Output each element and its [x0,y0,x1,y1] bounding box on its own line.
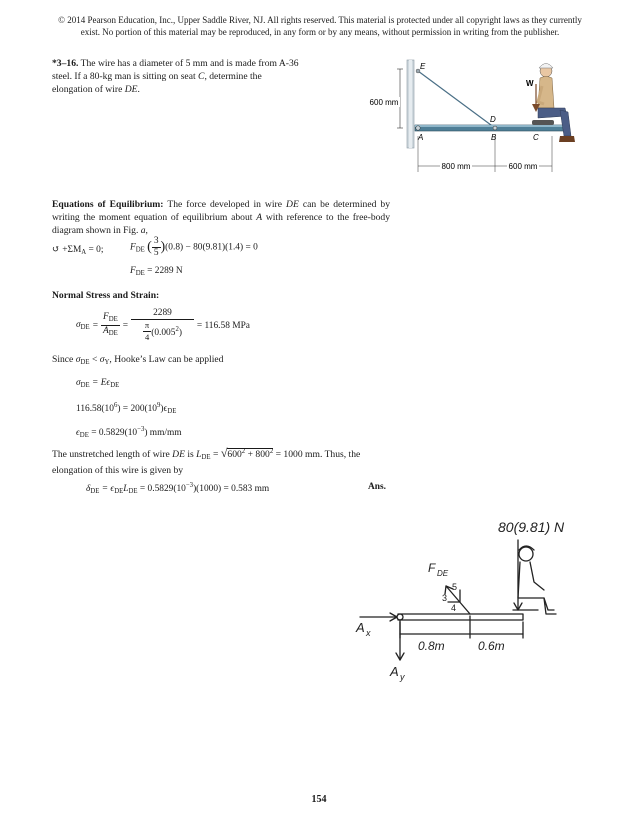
area-term-base: (0.005 [151,328,176,338]
fbd-ay-label: A [390,664,399,679]
length-de: DE [172,449,185,460]
stress-frac-f [101,312,120,326]
problem-text-a: The wire has a diameter of 5 mm and is made from A-36 steel. If a 80-kg man is sitting on seat [52,58,299,82]
moment-frac-den: 5 [153,248,159,258]
problem-text-b: , determine the elongation of wire [52,70,262,95]
paren-close: ) [160,239,166,255]
since-sigma-y-sub: Y [104,359,110,366]
stress-eq-1: = [92,320,98,331]
man-shin [560,110,571,136]
wall-highlight [409,60,412,148]
beam-highlight [415,125,565,127]
fbd-man-arm [530,562,544,590]
man-hardhat [539,64,553,69]
strain-epsilon: ϵ [76,428,80,438]
stress-frac-f-sub: DE [108,316,118,323]
numeric-c: )ϵ [160,404,168,414]
fde-value: = 2289 N [147,266,183,276]
length-text-1: The unstretched length of wire [52,449,170,460]
delta-symbol: δ [86,484,91,494]
hooke-sigma: σ [76,378,81,388]
delta-epsilon-sub: DE [114,488,124,495]
normal-stress-heading: Normal Stress and Strain: [52,290,160,301]
stress-frac-num: 2289 [131,308,194,320]
strain-result [76,426,182,439]
moment-equation [52,244,103,256]
numeric-c-sub: DE [167,408,177,415]
delta-l: L [123,484,129,494]
area-term-end: ) [178,328,182,338]
hooke-law-equation [76,378,119,389]
stress-frac-den [131,320,194,343]
equilibrium-text-fig: a [140,224,146,236]
moment-frac-num: 3 [153,236,159,246]
stress-result: = 116.58 MPa [196,320,250,331]
elongation-equation [86,482,269,495]
length-l: L [196,449,202,460]
stress-sigma: σ [76,320,81,330]
radicand-a: 600 [227,449,242,460]
dim-600mm-vertical: 600 mm [369,98,399,107]
equilibrium-text-2: can be determined by writing the moment equation of equilibrium about [52,199,391,223]
equilibrium-text-a: A [256,211,263,223]
fbd-fde-line [446,586,470,614]
since-text: Since [52,354,74,365]
wire-de [418,71,495,128]
delta-sup: −3 [185,482,194,489]
fde-result [130,266,183,277]
strain-value: = 0.5829(10 [91,428,138,438]
strain-sup: −3 [137,426,145,433]
sqrt-radicand [227,448,273,460]
label-c: C [533,133,539,142]
area-term [151,324,182,339]
equilibrium-text-1: The force developed in wire [167,199,282,210]
fbd-ax-label: A [356,620,365,635]
hooke-applicability [52,354,223,370]
moment-rest: (0.8) − 80(9.81)(1.4) = 0 [165,242,258,253]
moment-lhs-sub: A [81,249,87,256]
paren-open: ( [147,239,152,255]
copyright-line-2: exist. No portion of this material may be reproduced, in any form or by any means, without permission in writing from the publisher. [80,27,560,37]
stress-frac-a [101,326,120,339]
delta-l-sub: DE [128,488,138,495]
delta-epsilon: = ϵ [101,484,115,494]
fbd-ay-label-sub: y [400,672,405,682]
delta-value: = 0.5829(10 [139,484,186,494]
fbd-weight-label: 80(9.81) N [498,519,565,535]
free-body-diagram [348,510,598,690]
fbd-man-leg [544,598,556,614]
fde-sub: DE [135,270,145,277]
equilibrium-heading: Equations of Equilibrium: [52,199,164,210]
copyright-line-1: © 2014 Pearson Education, Inc., Upper Saddle River, NJ. All rights reserved. This material is protected under all copyright laws as they currently [58,15,582,25]
moment-rhs [130,236,258,259]
hooke-rhs: = Eϵ [92,378,111,388]
radicand-b-sup: 2 [269,448,274,455]
label-b: B [491,133,497,142]
problem-text-end: . [137,83,140,95]
stress-fraction-numeric [131,308,194,343]
equilibrium-text-end: , [145,224,148,236]
since-sigma-y: σ [99,354,105,365]
fbd-fde-label-sub: DE [437,569,449,578]
numeric-b: ) = 200(10 [117,404,157,414]
length-paragraph [52,446,390,478]
moment-fraction [152,236,161,259]
copyright-notice [40,14,600,38]
fbd-dim-left: 0.8m [418,639,445,653]
length-l-sub: DE [201,454,211,461]
strain-unit: ) mm/mm [144,428,182,438]
fbd-beam [398,614,523,620]
stress-lhs [76,320,90,331]
equilibrium-text-3: with reference to the free-body diagram shown in Fig. [52,211,391,236]
length-eq: = [212,449,219,460]
hooke-sigma-sub: DE [80,382,90,389]
equilibrium-text-de: DE [286,199,299,210]
fbd-slope-5: 5 [452,582,458,592]
fbd-slope-3: 3 [442,593,448,603]
fbd-fde-label: F [428,561,436,575]
delta-result: )(1000) = 0.583 mm [193,484,270,494]
delta-sub: DE [90,488,100,495]
stress-eq-2: = [122,320,129,331]
moment-lhs-end: = 0; [88,245,104,255]
man-shoe [559,136,575,142]
fbd-slope-4: 4 [451,603,457,613]
problem-statement [52,58,302,96]
stress-fraction-symbolic [101,312,120,339]
radicand-b: + 800 [247,449,270,460]
fbd-man-head [519,547,533,561]
since-sigma-de: σ [75,354,81,365]
hooke-rhs-sub: DE [110,382,120,389]
numeric-a-sup: 6 [113,402,118,409]
pi-symbol: π [144,320,150,330]
stress-frac-a-sub: DE [108,330,118,337]
since-lt: < [91,354,98,365]
fde-f: F [130,266,136,276]
moment-f-sub: DE [135,246,145,254]
area-term-sup: 2 [175,326,179,333]
fbd-man-body [518,562,554,610]
length-text-2: is [187,449,194,460]
dim-600mm-horizontal: 600 mm [508,162,538,171]
label-d: D [490,115,496,124]
label-a: A [418,133,424,142]
label-w: W [526,79,534,88]
length-text-3: = 1000 mm. Thus, the elongation of this wire is given by [52,449,361,476]
fbd-ax-label-sub: x [366,628,371,638]
seat-c [532,120,554,125]
stress-equation [76,308,250,343]
numeric-b-sup: 9 [157,402,161,409]
sqrt-symbol: √ [220,446,228,460]
stress-sigma-sub: DE [80,324,90,331]
moment-f: F [130,242,136,253]
hooke-numeric-equation [76,402,176,415]
pin-a [416,126,420,130]
stress-frac-a-sym: A [102,326,109,336]
since-text-2: , Hooke’s Law can be applied [109,354,224,365]
stress-frac-f-sym: F [102,312,109,322]
four: 4 [144,332,150,342]
problem-figure [360,56,590,176]
dim-800mm: 800 mm [441,162,471,171]
numeric-a: 116.58(10 [76,404,114,414]
pin-d [493,126,497,130]
equilibrium-intro [52,199,390,237]
problem-seat-c: C [198,70,205,82]
moment-lhs: ↺ +ΣM [52,245,82,255]
fbd-dim-right: 0.6m [478,639,505,653]
radicand-a-sup: 2 [241,448,246,455]
pi-over-4 [143,320,151,343]
problem-number: *3–16. [52,58,79,69]
answer-label: Ans. [368,482,386,492]
since-sigma-de-sub: DE [80,359,90,366]
strain-epsilon-sub: DE [79,432,89,439]
problem-wire-de: DE [124,83,138,95]
fbd-pin-a [397,614,403,620]
label-e: E [420,62,426,71]
page-number: 154 [311,794,327,805]
